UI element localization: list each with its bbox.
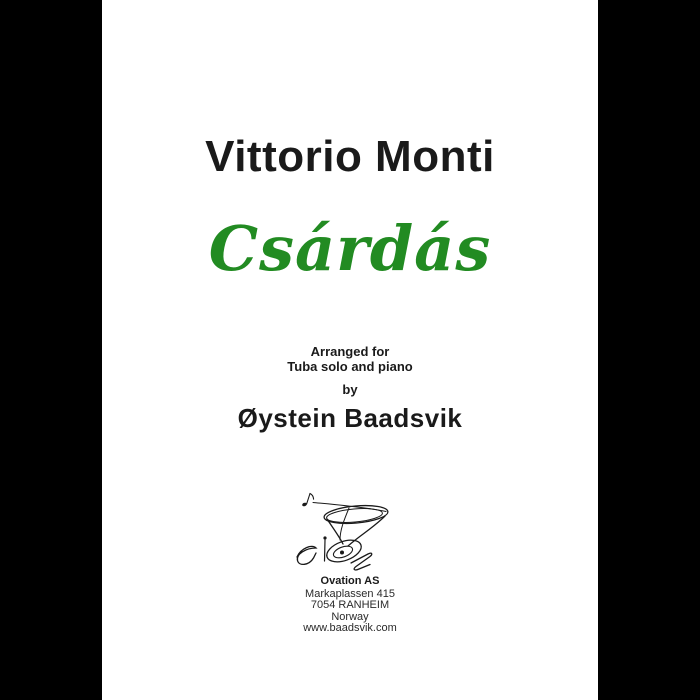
publisher-address-line1: Markaplassen 415 xyxy=(305,587,395,600)
publisher-block xyxy=(102,576,598,635)
publisher-website: www.baadsvik.com xyxy=(303,622,397,634)
arrangement-info xyxy=(102,344,598,374)
publisher-logo xyxy=(289,486,411,578)
arranger-name: Øystein Baadsvik xyxy=(237,403,463,433)
composer-name: Vittorio Monti xyxy=(205,132,495,181)
publisher-address-line2: 7054 RANHEIM xyxy=(310,599,390,611)
publisher-name: Ovation AS xyxy=(320,575,380,587)
publisher-country: Norway xyxy=(331,610,369,623)
piece-title: Csárdás xyxy=(208,212,492,285)
instrumentation-line: Tuba solo and piano xyxy=(287,359,413,374)
score-cover-page xyxy=(102,0,598,700)
by-label: by xyxy=(342,382,358,397)
tuba-sketch-with-eighth-note-icon xyxy=(289,486,411,578)
arranged-for-line: Arranged for xyxy=(310,344,390,359)
